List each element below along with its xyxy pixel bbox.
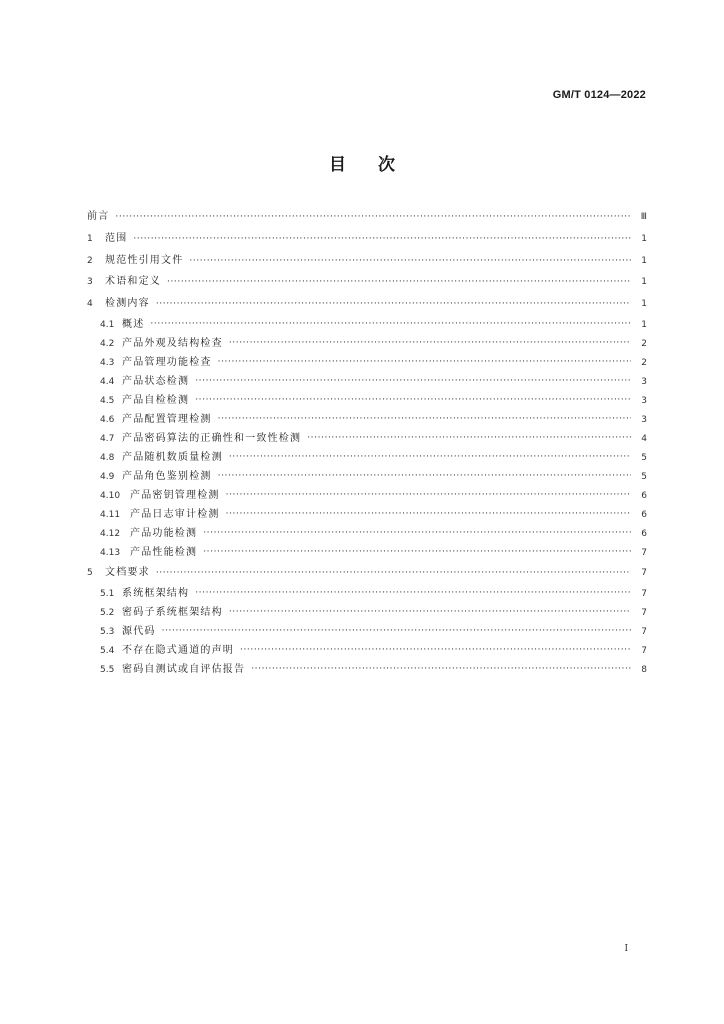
toc-entry-number: 4.8 xyxy=(100,452,115,463)
toc-entry-page: 7 xyxy=(641,607,647,618)
toc-entry[interactable] xyxy=(87,271,647,293)
toc-entry-number: 5.1 xyxy=(100,588,115,599)
toc-entry-page: 8 xyxy=(641,664,647,675)
toc-entry-page: Ⅲ xyxy=(640,212,647,222)
toc-entry-page: 7 xyxy=(641,547,647,558)
toc-entry-label: 产品密钥管理检测 xyxy=(130,489,220,501)
toc-entry-label: 产品外观及结构检查 xyxy=(122,337,223,349)
toc-entry-number: 5.5 xyxy=(100,664,115,675)
toc-entry-label: 概述 xyxy=(122,318,145,330)
toc-leader-dots xyxy=(218,412,631,422)
toc-entry-number: 4.5 xyxy=(100,395,115,406)
toc-entry-label: 前言 xyxy=(87,211,110,222)
toc-leader-dots xyxy=(115,209,631,219)
toc-entry[interactable] xyxy=(87,293,647,315)
toc-entry-page: 3 xyxy=(641,376,647,387)
toc-entry[interactable] xyxy=(87,543,647,562)
toc-entry-number: 4.12 xyxy=(100,528,121,539)
toc-entry-page: 4 xyxy=(641,433,647,444)
toc-entry-number: 2 xyxy=(87,255,93,266)
footer-page-number: I xyxy=(624,944,628,954)
toc-entry[interactable] xyxy=(87,334,647,353)
toc-leader-dots xyxy=(189,253,631,263)
toc-entry-label: 产品功能检测 xyxy=(130,527,198,539)
toc-entry[interactable] xyxy=(87,524,647,543)
toc-entry[interactable] xyxy=(87,353,647,372)
toc-entry-label: 不存在隐式通道的声明 xyxy=(122,644,234,656)
toc-leader-dots xyxy=(162,624,631,634)
toc-entry[interactable] xyxy=(87,448,647,467)
toc-entry-label: 密码子系统框架结构 xyxy=(122,606,223,618)
toc-entry-page: 7 xyxy=(641,588,647,599)
toc-leader-dots xyxy=(203,526,631,536)
toc-leader-dots xyxy=(229,605,631,615)
toc-entry-page: 7 xyxy=(641,626,647,637)
toc-entry-label: 产品日志审计检测 xyxy=(130,508,220,520)
toc-entry-number: 4.10 xyxy=(100,490,121,501)
toc-entry[interactable] xyxy=(87,391,647,410)
toc-leader-dots xyxy=(156,565,631,575)
toc-entry-page: 2 xyxy=(641,338,647,349)
toc-entry[interactable] xyxy=(87,228,647,250)
toc-entry-number: 4 xyxy=(87,299,93,310)
toc-entry-label: 检测内容 xyxy=(105,298,150,310)
toc-entry-page: 3 xyxy=(641,414,647,425)
toc-entry-number: 3 xyxy=(87,277,93,288)
toc-leader-dots xyxy=(229,450,631,460)
toc-entry-label: 产品配置管理检测 xyxy=(122,413,212,425)
toc-entry-label: 文档要求 xyxy=(105,566,150,578)
toc-entry-label: 规范性引用文件 xyxy=(105,254,184,266)
toc-leader-dots xyxy=(307,431,631,441)
toc-leader-dots xyxy=(251,662,631,672)
toc-entry-label: 产品性能检测 xyxy=(130,546,198,558)
toc-entry[interactable] xyxy=(87,622,647,641)
toc-entry[interactable] xyxy=(87,372,647,391)
toc-entry-page: 1 xyxy=(641,319,647,330)
toc-entry-label: 系统框架结构 xyxy=(122,587,190,599)
toc-entry-page: 1 xyxy=(641,255,647,266)
toc-leader-dots xyxy=(195,374,631,384)
toc-entry-number: 5.4 xyxy=(100,645,115,656)
toc-entry-number: 4.13 xyxy=(100,547,121,558)
toc-entry-label: 产品状态检测 xyxy=(122,375,190,387)
toc-entry-page: 6 xyxy=(641,509,647,520)
toc-entry-number: 4.6 xyxy=(100,414,115,425)
toc-entry-number: 4.2 xyxy=(100,338,115,349)
table-of-contents xyxy=(87,206,647,679)
toc-entry-page: 6 xyxy=(641,528,647,539)
toc-entry-page: 7 xyxy=(641,645,647,656)
toc-leader-dots xyxy=(167,274,631,284)
toc-entry-label: 范围 xyxy=(105,232,128,244)
toc-leader-dots xyxy=(195,586,631,596)
toc-entry-number: 5 xyxy=(87,567,93,578)
standard-code: GM/T 0124—2022 xyxy=(552,89,646,101)
toc-entry-label: 产品密码算法的正确性和一致性检测 xyxy=(122,432,302,444)
toc-entry[interactable] xyxy=(87,562,647,584)
toc-entry-page: 2 xyxy=(641,357,647,368)
toc-entry[interactable] xyxy=(87,429,647,448)
toc-entry[interactable] xyxy=(87,410,647,429)
toc-leader-dots xyxy=(240,643,631,653)
toc-entry-page: 5 xyxy=(641,452,647,463)
toc-entry-number: 4.9 xyxy=(100,471,115,482)
toc-entry-label: 密码自测试或自评估报告 xyxy=(122,663,246,675)
toc-entry-number: 5.3 xyxy=(100,626,115,637)
toc-entry[interactable] xyxy=(87,315,647,334)
toc-entry-number: 4.4 xyxy=(100,376,115,387)
toc-entry-page: 1 xyxy=(641,277,647,288)
toc-entry-number: 5.2 xyxy=(100,607,115,618)
toc-entry[interactable] xyxy=(87,660,647,679)
toc-entry-number: 4.7 xyxy=(100,433,115,444)
toc-entry-page: 7 xyxy=(641,567,647,578)
toc-entry-label: 产品管理功能检查 xyxy=(122,356,212,368)
toc-entry[interactable] xyxy=(87,641,647,660)
toc-entry-page: 1 xyxy=(641,233,647,244)
toc-leader-dots xyxy=(218,355,631,365)
toc-leader-dots xyxy=(203,545,631,555)
toc-entry-label: 产品角色鉴别检测 xyxy=(122,470,212,482)
page-title: 目次 xyxy=(329,155,427,175)
toc-entry[interactable] xyxy=(87,486,647,505)
toc-entry-page: 1 xyxy=(641,299,647,310)
toc-entry[interactable] xyxy=(87,584,647,603)
toc-leader-dots xyxy=(133,231,631,241)
toc-entry-label: 产品自检检测 xyxy=(122,394,190,406)
toc-entry-page: 3 xyxy=(641,395,647,406)
toc-entry-label: 术语和定义 xyxy=(105,276,161,288)
toc-entry-number: 4.3 xyxy=(100,357,115,368)
toc-leader-dots xyxy=(156,296,631,306)
toc-entry[interactable] xyxy=(87,603,647,622)
toc-leader-dots xyxy=(218,469,631,479)
toc-entry-number: 4.11 xyxy=(100,509,121,520)
toc-entry[interactable] xyxy=(87,467,647,486)
toc-leader-dots xyxy=(226,488,631,498)
toc-entry-number: 1 xyxy=(87,233,93,244)
toc-entry[interactable] xyxy=(87,505,647,524)
toc-entry[interactable] xyxy=(87,250,647,272)
toc-leader-dots xyxy=(150,317,631,327)
toc-entry-page: 6 xyxy=(641,490,647,501)
toc-entry-label: 源代码 xyxy=(122,625,156,637)
toc-leader-dots xyxy=(229,336,631,346)
toc-leader-dots xyxy=(226,507,631,517)
toc-leader-dots xyxy=(195,393,631,403)
toc-entry-number: 4.1 xyxy=(100,319,115,330)
toc-entry-label: 产品随机数质量检测 xyxy=(122,451,223,463)
toc-entry[interactable] xyxy=(87,206,647,228)
toc-entry-page: 5 xyxy=(641,471,647,482)
